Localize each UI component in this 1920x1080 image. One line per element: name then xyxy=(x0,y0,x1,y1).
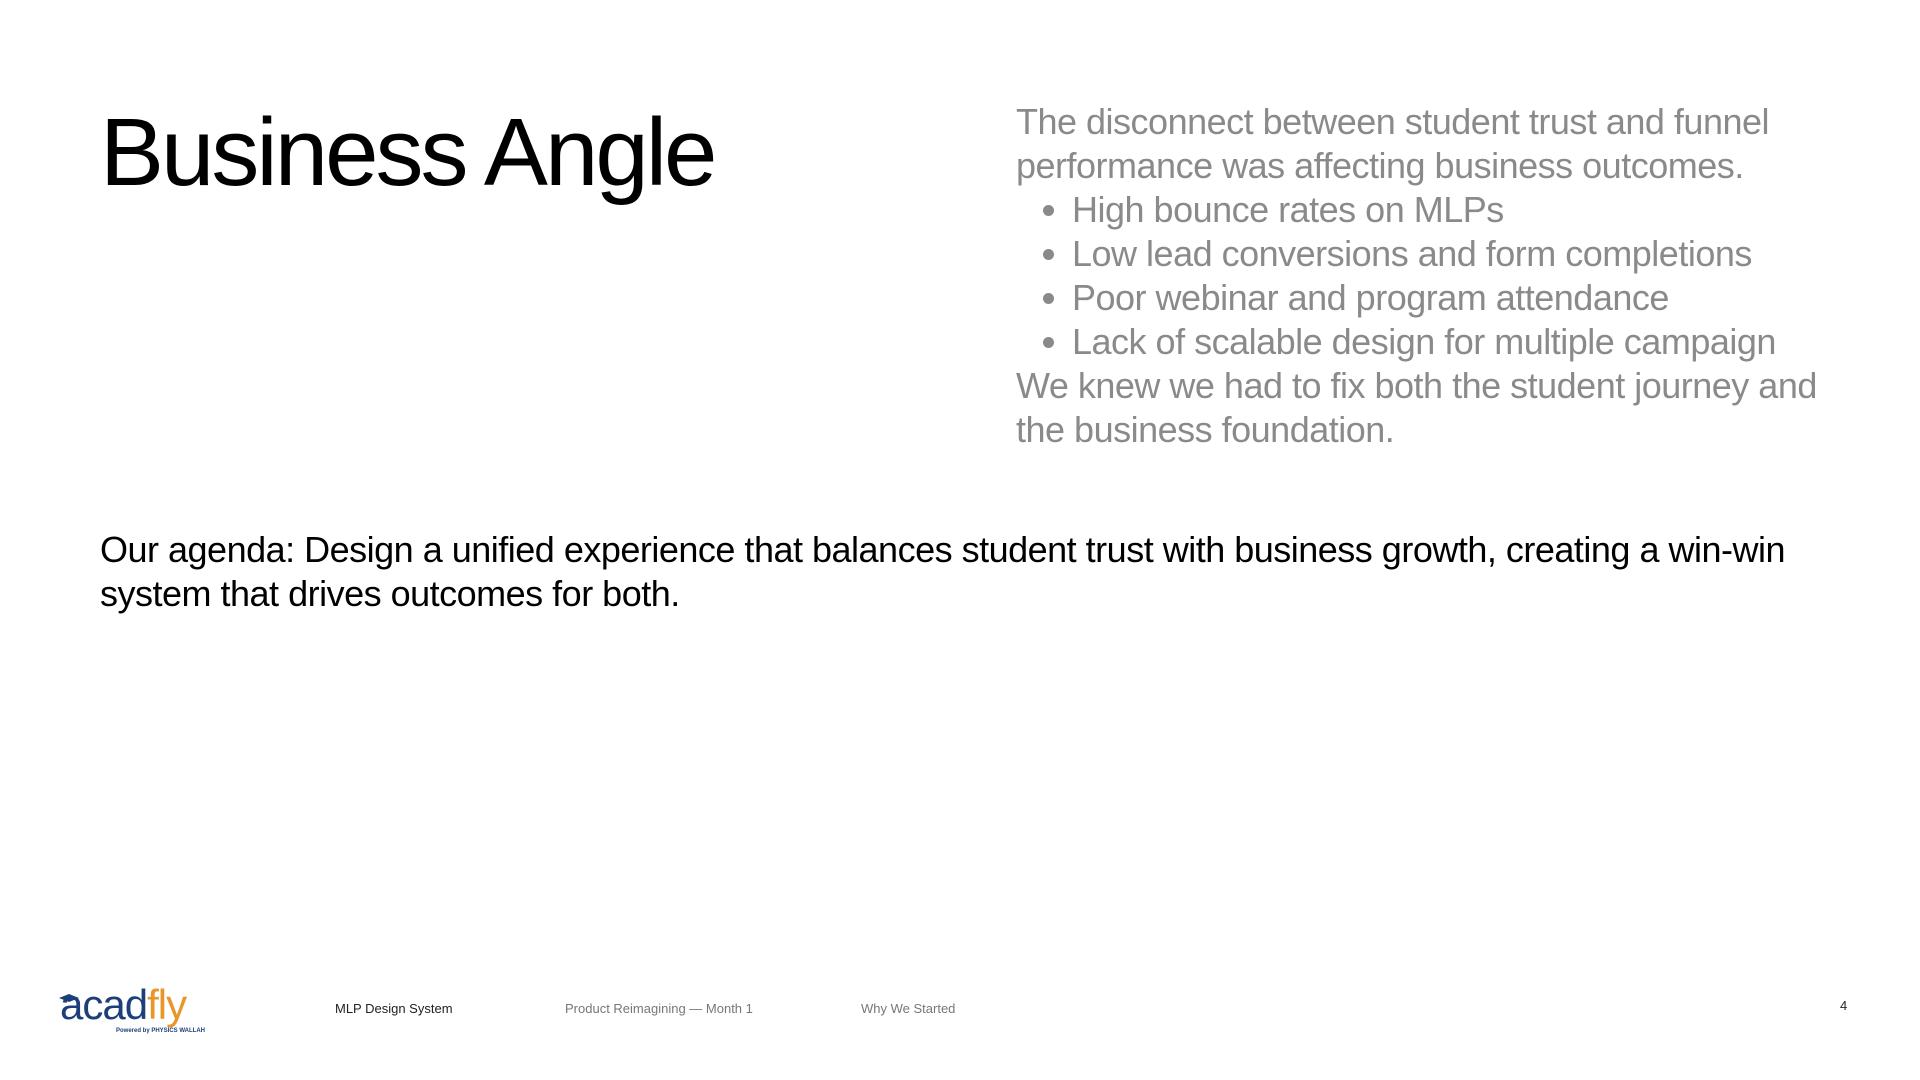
logo-wordmark xyxy=(60,980,186,1030)
footer-section: Why We Started xyxy=(861,1001,956,1016)
footer xyxy=(0,980,1920,1040)
page-number: 4 xyxy=(1840,998,1848,1013)
list-item: • Lack of scalable design for multiple campaign xyxy=(1072,320,1846,364)
closing-text: We knew we had to fix both the student journey and the business foundation. xyxy=(1016,365,1817,450)
list-item: • Low lead conversions and form completions xyxy=(1072,232,1846,276)
slide-title: Business Angle xyxy=(100,99,715,206)
acadfly-logo xyxy=(58,981,228,1038)
problem-list xyxy=(1016,188,1846,364)
list-item: • Poor webinar and program attendance xyxy=(1072,276,1846,320)
business-problem-block xyxy=(1016,100,1846,452)
intro-text: The disconnect between student trust and funnel performance was affecting business outcomes. xyxy=(1016,101,1770,186)
logo-tagline: Powered by PHYSICS WALLAH xyxy=(116,1028,206,1034)
logo-acad: acad xyxy=(60,981,148,1028)
logo-fly: fly xyxy=(147,981,187,1028)
list-item: • High bounce rates on MLPs xyxy=(1072,188,1846,232)
agenda-statement: Our agenda: Design a unified experience that balances student trust with business growth, creating a win-win system that drives outcomes for both. xyxy=(100,529,1785,614)
footer-project: MLP Design System xyxy=(335,1001,453,1016)
footer-phase: Product Reimagining — Month 1 xyxy=(565,1001,753,1016)
